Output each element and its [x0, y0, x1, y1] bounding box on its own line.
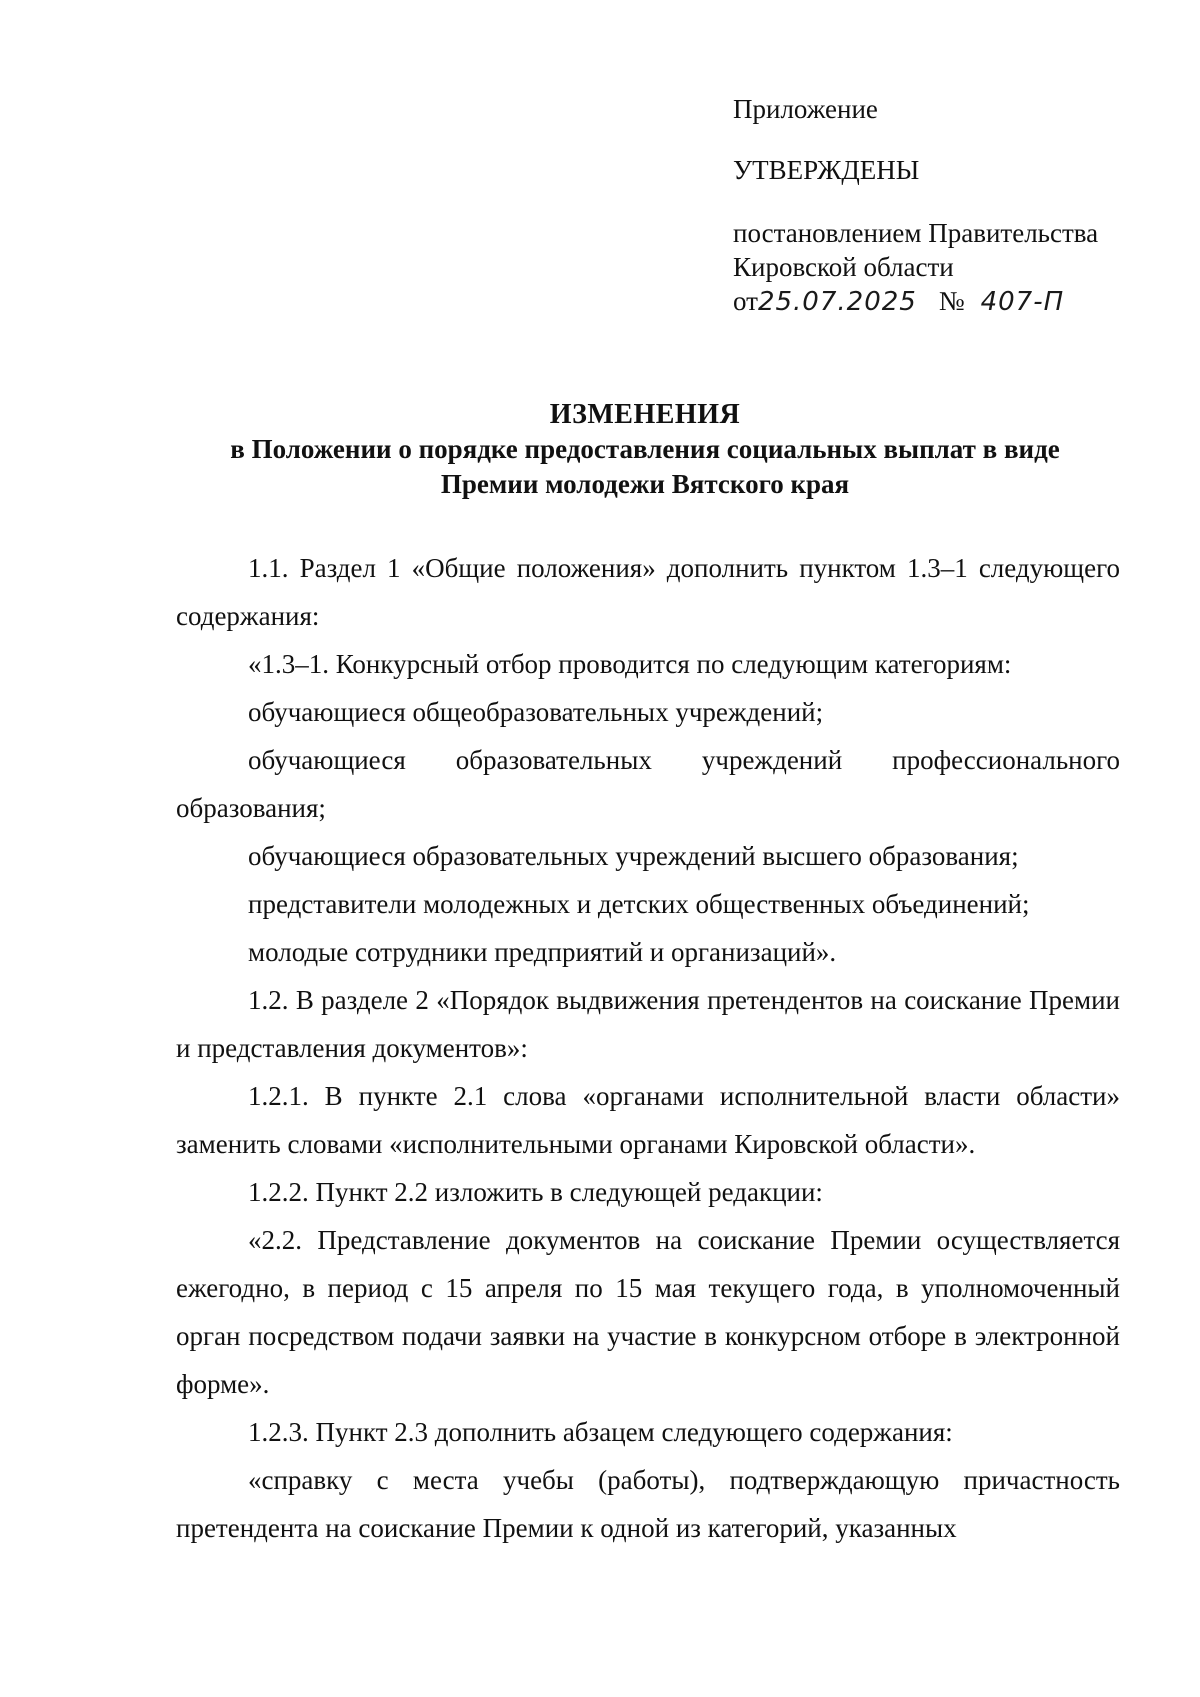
decree-line-2: Кировской области [733, 252, 954, 282]
date-prefix: от [733, 286, 758, 316]
title-line-2: в Положении о порядке предоставления социальных выплат в виде [230, 434, 1060, 464]
category-item: обучающиеся образовательных учреждений высшего образования; [248, 841, 1019, 871]
appendix-label: Приложение [733, 94, 878, 124]
title-main: ИЗМЕНЕНИЯ [549, 399, 741, 430]
paragraph-1-2-2: 1.2.2. Пункт 2.2 изложить в следующей редакции: [248, 1177, 823, 1207]
number-sign: № [938, 286, 965, 316]
paragraph-1-2: 1.2. В разделе 2 «Порядок выдвижения претендентов на соискание Премии и представления документов»: [176, 985, 1120, 1063]
decree-date-line [733, 284, 1173, 319]
document-title [170, 397, 1120, 502]
handwritten-number: 407-П [980, 287, 1065, 317]
title-line-3: Премии молодежи Вятского края [440, 469, 850, 499]
category-item: представители молодежных и детских общественных объединений; [248, 889, 1030, 919]
paragraph-1-2-1: 1.2.1. В пункте 2.1 слова «органами исполнительной власти области» заменить словами «исполнительными органами Кировской области». [176, 1081, 1120, 1159]
paragraph-certificate: «справку с места учебы (работы), подтверждающую причастность претендента на соискание Премии к одной из категорий, указанных [176, 1465, 1120, 1543]
paragraph-2-2: «2.2. Представление документов на соискание Премии осуществляется ежегодно, в период с 15 апреля по 15 мая текущего года, в уполномоченный орган посредством подачи заявки на участие в конкурсном отборе в электронной форме». [176, 1225, 1120, 1399]
handwritten-date: 25.07.2025 [757, 287, 917, 317]
paragraph-1-2-3: 1.2.3. Пункт 2.3 дополнить абзацем следующего содержания: [248, 1417, 953, 1447]
category-item: обучающиеся общеобразовательных учреждений; [248, 697, 824, 727]
approval-block [733, 92, 1173, 319]
approved-label: УТВЕРЖДЕНЫ [733, 155, 920, 185]
category-item: обучающиеся образовательных учреждений профессионального образования; [176, 745, 1120, 823]
decree-line-1: постановлением Правительства [733, 218, 1099, 248]
category-item: молодые сотрудники предприятий и организаций». [248, 937, 837, 967]
paragraph-1-3-1: «1.3–1. Конкурсный отбор проводится по следующим категориям: [248, 649, 1012, 679]
document-body [176, 544, 1120, 1552]
paragraph-1-1: 1.1. Раздел 1 «Общие положения» дополнить пунктом 1.3–1 следующего содержания: [176, 553, 1120, 631]
